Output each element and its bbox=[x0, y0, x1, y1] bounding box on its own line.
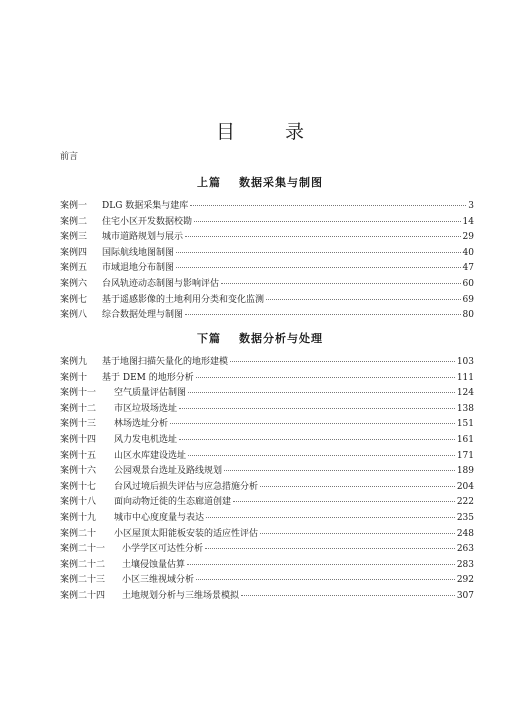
toc-entry-case: 案例七 bbox=[60, 294, 88, 305]
dot-leader bbox=[221, 282, 461, 284]
toc-entry[interactable] bbox=[60, 416, 474, 432]
toc-entry[interactable] bbox=[60, 260, 474, 276]
toc-entry[interactable] bbox=[60, 588, 474, 604]
dot-leader bbox=[185, 313, 461, 315]
toc-entry[interactable] bbox=[60, 229, 474, 245]
toc-entry-title: 公园观景台选址及路线规划 bbox=[114, 466, 223, 477]
dot-leader bbox=[179, 438, 455, 440]
toc-entry-page: 40 bbox=[462, 247, 474, 258]
toc-entry-case: 案例九 bbox=[60, 357, 88, 367]
toc-entry-case: 案例十三 bbox=[60, 419, 97, 430]
dot-leader bbox=[196, 376, 455, 378]
page-title: 目 录 bbox=[215, 121, 327, 143]
toc-entry[interactable] bbox=[60, 276, 474, 292]
toc-entry-case: 案例十五 bbox=[60, 450, 97, 461]
toc-entry-title: 小学学区可达性分析 bbox=[122, 544, 204, 555]
dot-leader bbox=[185, 235, 461, 237]
toc-entry-title: 小区屋顶太阳能板安装的适应性评估 bbox=[114, 528, 259, 539]
toc-entry-page: 263 bbox=[456, 544, 474, 555]
part1-name: 数据采集与制图 bbox=[239, 176, 323, 189]
toc-entry-title: 台风过境后损失评估与应急措施分析 bbox=[114, 481, 259, 492]
dot-leader bbox=[188, 391, 455, 393]
toc-entry[interactable] bbox=[60, 479, 474, 495]
dot-leader bbox=[206, 516, 455, 518]
toc-entry-title: 土地规划分析与三维场景模拟 bbox=[122, 590, 240, 601]
toc-entry-title: 山区水库建设选址 bbox=[114, 450, 187, 461]
toc-entry-title: DLG 数据采集与建库 bbox=[102, 201, 189, 211]
toc-entry-case: 案例十 bbox=[60, 372, 88, 383]
toc-entry[interactable] bbox=[60, 463, 474, 479]
part2-heading bbox=[0, 330, 520, 346]
toc-entry-case: 案例二十三 bbox=[60, 575, 106, 586]
toc-entry-page: 138 bbox=[456, 403, 474, 414]
toc-entry-page: 292 bbox=[456, 575, 474, 586]
preface-entry[interactable]: 前言 bbox=[60, 152, 79, 162]
toc-entry[interactable] bbox=[60, 572, 474, 588]
toc-entry-title: 台风轨迹动态制图与影响评估 bbox=[102, 278, 220, 289]
toc-entry[interactable] bbox=[60, 494, 474, 510]
toc-entry-page: 222 bbox=[456, 497, 474, 508]
dot-leader bbox=[187, 563, 455, 565]
part1-label: 上篇 bbox=[197, 176, 221, 189]
toc-entry-title: 土壤侵蚀量估算 bbox=[122, 559, 186, 570]
dot-leader bbox=[266, 298, 461, 300]
toc-entry[interactable] bbox=[60, 198, 474, 214]
toc-entry-case: 案例三 bbox=[60, 232, 88, 243]
part2-label: 下篇 bbox=[197, 332, 221, 345]
toc-entry-page: 161 bbox=[456, 434, 474, 445]
toc-entry-page: 69 bbox=[462, 294, 474, 305]
toc-entry[interactable] bbox=[60, 432, 474, 448]
toc-entry-page: 29 bbox=[462, 232, 474, 243]
part1-heading bbox=[0, 174, 520, 190]
toc-entry-page: 189 bbox=[456, 466, 474, 477]
toc-entry-case: 案例二十四 bbox=[60, 590, 106, 601]
toc-entry-title: 市区垃圾场选址 bbox=[114, 403, 178, 414]
dot-leader bbox=[170, 422, 455, 424]
toc-entry-page: 151 bbox=[456, 419, 474, 430]
toc-entry-title: 城市道路规划与展示 bbox=[102, 232, 184, 243]
toc-entry-title: 小区三维视域分析 bbox=[122, 575, 195, 586]
toc-entry-case: 案例二十一 bbox=[60, 544, 106, 555]
toc-entry-page: 111 bbox=[456, 372, 474, 383]
dot-leader bbox=[176, 251, 461, 253]
toc-entry-case: 案例六 bbox=[60, 278, 88, 289]
toc-entry-page: 307 bbox=[456, 590, 474, 601]
toc-entry-page: 14 bbox=[462, 216, 474, 227]
toc-entry-case: 案例十一 bbox=[60, 388, 97, 399]
toc-entry-page: 47 bbox=[462, 263, 474, 274]
toc-entry[interactable] bbox=[60, 385, 474, 401]
toc-entry-title: 基于遥感影像的土地利用分类和变化监测 bbox=[102, 294, 265, 305]
toc-entry-case: 案例五 bbox=[60, 263, 88, 274]
toc-entry-page: 80 bbox=[462, 310, 474, 321]
toc-entry-title: 林场选址分析 bbox=[114, 419, 169, 430]
toc-entry[interactable] bbox=[60, 541, 474, 557]
dot-leader bbox=[260, 532, 455, 534]
dot-leader bbox=[233, 500, 455, 502]
dot-leader bbox=[224, 469, 455, 471]
toc-entry-title: 风力发电机选址 bbox=[114, 434, 178, 445]
toc-entry-case: 案例二十二 bbox=[60, 559, 106, 570]
toc-entry-case: 案例二 bbox=[60, 216, 88, 227]
dot-leader bbox=[190, 204, 466, 206]
dot-leader bbox=[205, 547, 455, 549]
toc-entry-case: 案例十七 bbox=[60, 481, 97, 492]
toc-entry[interactable] bbox=[60, 557, 474, 573]
dot-leader bbox=[241, 594, 455, 596]
dot-leader bbox=[260, 485, 455, 487]
toc-entry-case: 案例十九 bbox=[60, 512, 97, 523]
dot-leader bbox=[194, 220, 461, 222]
toc-entry-page: 235 bbox=[456, 512, 474, 523]
toc-entry-case: 案例十八 bbox=[60, 497, 97, 508]
toc-entry-title: 基于地图扫描矢量化的地形建模 bbox=[102, 357, 229, 367]
toc-entry-title: 城市中心度度量与表达 bbox=[114, 512, 205, 523]
dot-leader bbox=[176, 266, 461, 268]
toc-entry-case: 案例四 bbox=[60, 247, 88, 258]
toc-entry[interactable] bbox=[60, 370, 474, 386]
dot-leader bbox=[179, 407, 455, 409]
toc-entry-title: 空气质量评估制图 bbox=[114, 388, 187, 399]
toc-entry-title: 基于 DEM 的地形分析 bbox=[102, 372, 194, 383]
toc-entry-page: 103 bbox=[456, 357, 474, 367]
toc-entry-page: 3 bbox=[468, 201, 474, 211]
part2-name: 数据分析与处理 bbox=[239, 332, 323, 345]
toc-entry-case: 案例十四 bbox=[60, 434, 97, 445]
toc-entry-case: 案例十六 bbox=[60, 466, 97, 477]
dot-leader bbox=[196, 578, 455, 580]
toc-entry-page: 171 bbox=[456, 450, 474, 461]
toc-entry[interactable] bbox=[60, 448, 474, 464]
toc-entry-title: 综合数据处理与制图 bbox=[102, 310, 184, 321]
toc-entry[interactable] bbox=[60, 510, 474, 526]
toc-entry[interactable] bbox=[60, 526, 474, 542]
toc-entry[interactable] bbox=[60, 292, 474, 308]
toc-entry[interactable] bbox=[60, 354, 474, 370]
part1-list bbox=[60, 198, 474, 323]
dot-leader bbox=[230, 360, 455, 362]
toc-entry-case: 案例二十 bbox=[60, 528, 97, 539]
toc-entry-title: 面向动物迁徙的生态廊道创建 bbox=[114, 497, 232, 508]
toc-entry-page: 60 bbox=[462, 278, 474, 289]
toc-entry-case: 案例一 bbox=[60, 201, 88, 211]
toc-entry[interactable] bbox=[60, 401, 474, 417]
toc-entry-title: 住宅小区开发数据校勘 bbox=[102, 216, 193, 227]
toc-entry-title: 国际航线地图制图 bbox=[102, 247, 175, 258]
toc-entry-page: 204 bbox=[456, 481, 474, 492]
part2-list bbox=[60, 354, 474, 604]
toc-entry[interactable] bbox=[60, 245, 474, 261]
toc-entry-page: 283 bbox=[456, 559, 474, 570]
toc-entry-page: 248 bbox=[456, 528, 474, 539]
toc-entry-case: 案例八 bbox=[60, 310, 88, 321]
toc-entry-page: 124 bbox=[456, 388, 474, 399]
toc-entry-case: 案例十二 bbox=[60, 403, 97, 414]
toc-entry[interactable] bbox=[60, 214, 474, 230]
dot-leader bbox=[188, 454, 455, 456]
toc-entry[interactable] bbox=[60, 307, 474, 323]
toc-entry-title: 市域退地分布制图 bbox=[102, 263, 175, 274]
